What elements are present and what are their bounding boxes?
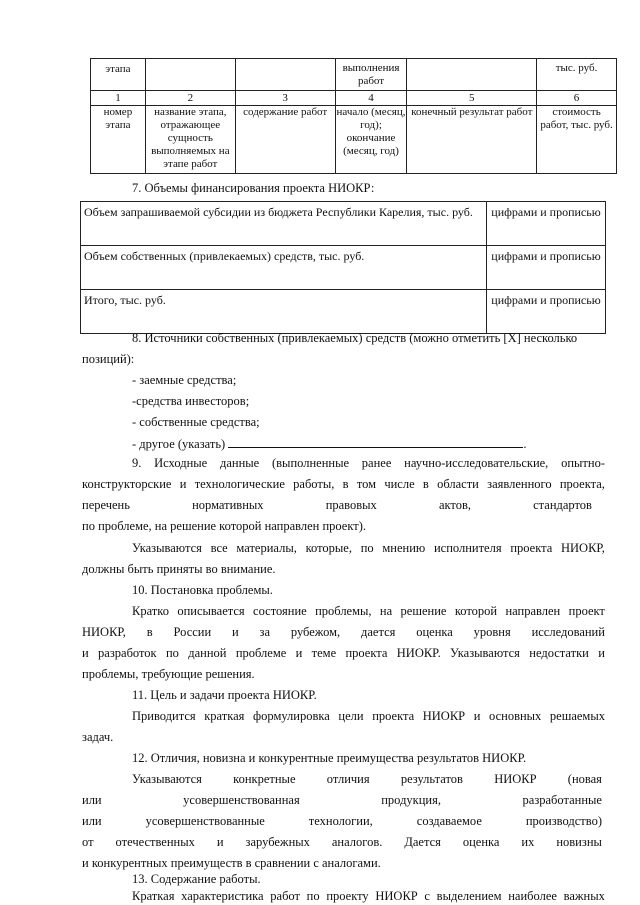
word: Краткая — [132, 889, 175, 903]
word: том — [356, 477, 377, 491]
word: Указываются — [450, 646, 520, 660]
word: Указываются — [132, 541, 202, 555]
word: перечень — [82, 498, 130, 512]
word: которые, — [305, 541, 352, 555]
word: работ — [270, 889, 300, 903]
word: проекту — [326, 889, 369, 903]
word: основных — [489, 709, 542, 723]
word: технологические — [194, 477, 285, 491]
list-item: -средства инвесторов; — [132, 394, 250, 408]
column-header: название этапа, отражающее сущность выполняемых на этапе работ — [145, 106, 235, 174]
list-item: - собственные средства; — [132, 415, 260, 429]
word: в — [422, 477, 429, 491]
word: или — [82, 814, 102, 828]
section-11-line-1 — [132, 709, 605, 724]
word: формулировка — [253, 709, 330, 723]
table-row — [81, 290, 606, 334]
section-10-line-3 — [82, 646, 605, 661]
word: проекта — [510, 541, 553, 555]
column-number: 1 — [91, 91, 146, 106]
column-header: начало (месяц, год); окончание (месяц, год) — [335, 106, 407, 174]
word: выделением — [436, 889, 502, 903]
word: исполнителя — [433, 541, 502, 555]
word: направлен — [505, 604, 561, 618]
word: и — [232, 625, 239, 639]
column-number: 6 — [537, 91, 617, 106]
word: аналогов. — [331, 835, 383, 849]
column-number: 5 — [407, 91, 537, 106]
word: НИОКР. — [396, 646, 441, 660]
word: НИОКР — [422, 709, 466, 723]
word: важных — [563, 889, 605, 903]
word: НИОКР — [375, 889, 418, 903]
column-header: содержание работ — [235, 106, 335, 174]
section-12-line-1 — [132, 772, 602, 787]
word: наиболее — [508, 889, 557, 903]
word: состояние — [253, 604, 307, 618]
word: и — [598, 646, 605, 660]
word: нормативных — [192, 498, 264, 512]
word: и — [473, 709, 481, 723]
word: работы, — [293, 477, 335, 491]
section-12-line-2 — [82, 793, 602, 808]
section-9-line-2 — [82, 477, 605, 492]
word: продукция, — [381, 793, 441, 807]
word: проекта — [345, 646, 388, 660]
word: правовых — [325, 498, 377, 512]
word: разработок — [98, 646, 157, 660]
word: на — [379, 604, 393, 618]
section-12-line-5: и конкурентных преимуществ в сравнении с аналогами. — [82, 856, 381, 870]
section-12-line-4 — [82, 835, 602, 850]
list-item: - другое (указать) . — [132, 437, 527, 451]
table-cell: этапа — [91, 59, 146, 91]
word: от — [82, 835, 94, 849]
word: рубежом, — [290, 625, 341, 639]
word: теме — [311, 646, 337, 660]
word: научно-исследовательские, — [404, 456, 549, 470]
table-row — [81, 202, 606, 246]
list-item-label: - другое (указать) — [132, 437, 226, 451]
section-10-line-4: проблемы, требующие решения. — [82, 667, 255, 681]
word: отличия — [326, 772, 370, 786]
table-cell: тыс. руб. — [537, 59, 617, 91]
table-row — [91, 59, 617, 91]
word: НИОКР — [494, 772, 537, 786]
word: оценка — [416, 625, 453, 639]
fill-in-line — [228, 436, 523, 448]
word: проекта, — [559, 477, 605, 491]
word: Приводится — [132, 709, 196, 723]
word: решаемых — [549, 709, 605, 723]
word: проблеме — [235, 646, 287, 660]
word: отечественных — [115, 835, 195, 849]
word: усовершенствованные — [145, 814, 265, 828]
word: числе — [384, 477, 415, 491]
word: усовершенствованная — [183, 793, 300, 807]
word: и — [179, 477, 187, 491]
section-12-heading: 12. Отличия, новизна и конкурентные преимущества результатов НИОКР. — [132, 751, 527, 765]
table-cell — [235, 59, 335, 91]
word: Кратко — [132, 604, 169, 618]
word: проект — [568, 604, 605, 618]
word: или — [82, 793, 102, 807]
financing-label: Объем запрашиваемой субсидии из бюджета Республики Карелия, тыс. руб. — [81, 202, 487, 246]
section-10-line-2 — [82, 625, 605, 640]
financing-value: цифрами и прописью — [487, 290, 606, 334]
word: дается — [361, 625, 396, 639]
table-row — [91, 91, 617, 106]
word: Дается — [404, 835, 441, 849]
word: цели — [338, 709, 364, 723]
table-cell: выполнения работ — [335, 59, 407, 91]
word: за — [259, 625, 271, 639]
section-9-line-3 — [82, 498, 592, 513]
table-cell — [407, 59, 537, 91]
section-11-line-2: задач. — [82, 730, 114, 744]
section-8-intro-cont: позиций): — [82, 352, 135, 366]
word: (новая — [567, 772, 602, 786]
section-8-intro: 8. Источники собственных (привлекаемых) средств (можно отметить [X] несколько — [132, 331, 578, 345]
word: НИОКР, — [82, 625, 126, 639]
word: и — [216, 835, 224, 849]
word: уровня — [473, 625, 511, 639]
table-row — [91, 106, 617, 174]
column-header: номер этапа — [91, 106, 146, 174]
word: материалы, — [236, 541, 297, 555]
financing-value: цифрами и прописью — [487, 246, 606, 290]
word: России — [173, 625, 212, 639]
table-row — [81, 246, 606, 290]
section-7-heading: 7. Объемы финансирования проекта НИОКР: — [132, 181, 375, 195]
word: зарубежных — [245, 835, 310, 849]
column-header: конечный результат работ — [407, 106, 537, 174]
word: конструкторские — [82, 477, 172, 491]
word: актов, — [438, 498, 471, 512]
word: области — [437, 477, 479, 491]
word: НИОКР, — [561, 541, 605, 555]
word: проекта — [372, 709, 415, 723]
word: и — [295, 646, 303, 660]
section-9-line-1 — [132, 456, 605, 471]
word: которой — [454, 604, 498, 618]
word: заявленного — [487, 477, 552, 491]
section-12-line-3 — [82, 814, 602, 829]
word: ранее — [361, 456, 392, 470]
section-9-note-1 — [132, 541, 605, 556]
section-9-note-2: должны быть приняты во внимание. — [82, 562, 276, 576]
section-13-heading: 13. Содержание работы. — [132, 872, 261, 886]
financing-value: цифрами и прописью — [487, 202, 606, 246]
word: Указываются — [132, 772, 202, 786]
word: опытно- — [561, 456, 605, 470]
word: производство) — [525, 814, 602, 828]
word: конкретные — [233, 772, 296, 786]
column-number: 2 — [145, 91, 235, 106]
word: в — [342, 477, 349, 491]
stages-table — [90, 58, 617, 174]
word: характеристика — [181, 889, 264, 903]
section-11-heading: 11. Цель и задачи проекта НИОКР. — [132, 688, 317, 702]
word: стандартов — [533, 498, 592, 512]
word: разработанные — [522, 793, 602, 807]
table-cell — [145, 59, 235, 91]
section-9-line-4: по проблеме, на решение которой направлен проект). — [82, 519, 367, 533]
column-header: стоимость работ, тыс. руб. — [537, 106, 617, 174]
word: решение — [400, 604, 447, 618]
financing-table — [80, 201, 606, 334]
word: создаваемое — [416, 814, 482, 828]
word: результатов — [400, 772, 463, 786]
word: и — [82, 646, 89, 660]
word: краткая — [204, 709, 245, 723]
word: Исходные — [154, 456, 208, 470]
column-number: 4 — [335, 91, 407, 106]
word: данной — [188, 646, 227, 660]
word: с — [424, 889, 430, 903]
word: описывается — [177, 604, 245, 618]
list-item: - заемные средства; — [132, 373, 237, 387]
word: технологии, — [308, 814, 373, 828]
word: все — [210, 541, 228, 555]
section-10-heading: 10. Постановка проблемы. — [132, 583, 273, 597]
word: мнению — [382, 541, 426, 555]
word: (выполненные — [271, 456, 350, 470]
word: по — [165, 646, 179, 660]
word: по — [360, 541, 374, 555]
word: оценка — [462, 835, 500, 849]
word: проблемы, — [315, 604, 372, 618]
word: по — [306, 889, 320, 903]
word: в — [146, 625, 153, 639]
section-10-line-1 — [132, 604, 605, 619]
word: недостатки — [529, 646, 589, 660]
word: данные — [219, 456, 260, 470]
section-13-line-1 — [132, 889, 605, 904]
word: 9. — [132, 456, 142, 470]
word: новизны — [556, 835, 602, 849]
word: их — [521, 835, 535, 849]
column-number: 3 — [235, 91, 335, 106]
financing-label: Объем собственных (привлекаемых) средств, тыс. руб. — [81, 246, 487, 290]
financing-label: Итого, тыс. руб. — [81, 290, 487, 334]
word: исследований — [531, 625, 605, 639]
